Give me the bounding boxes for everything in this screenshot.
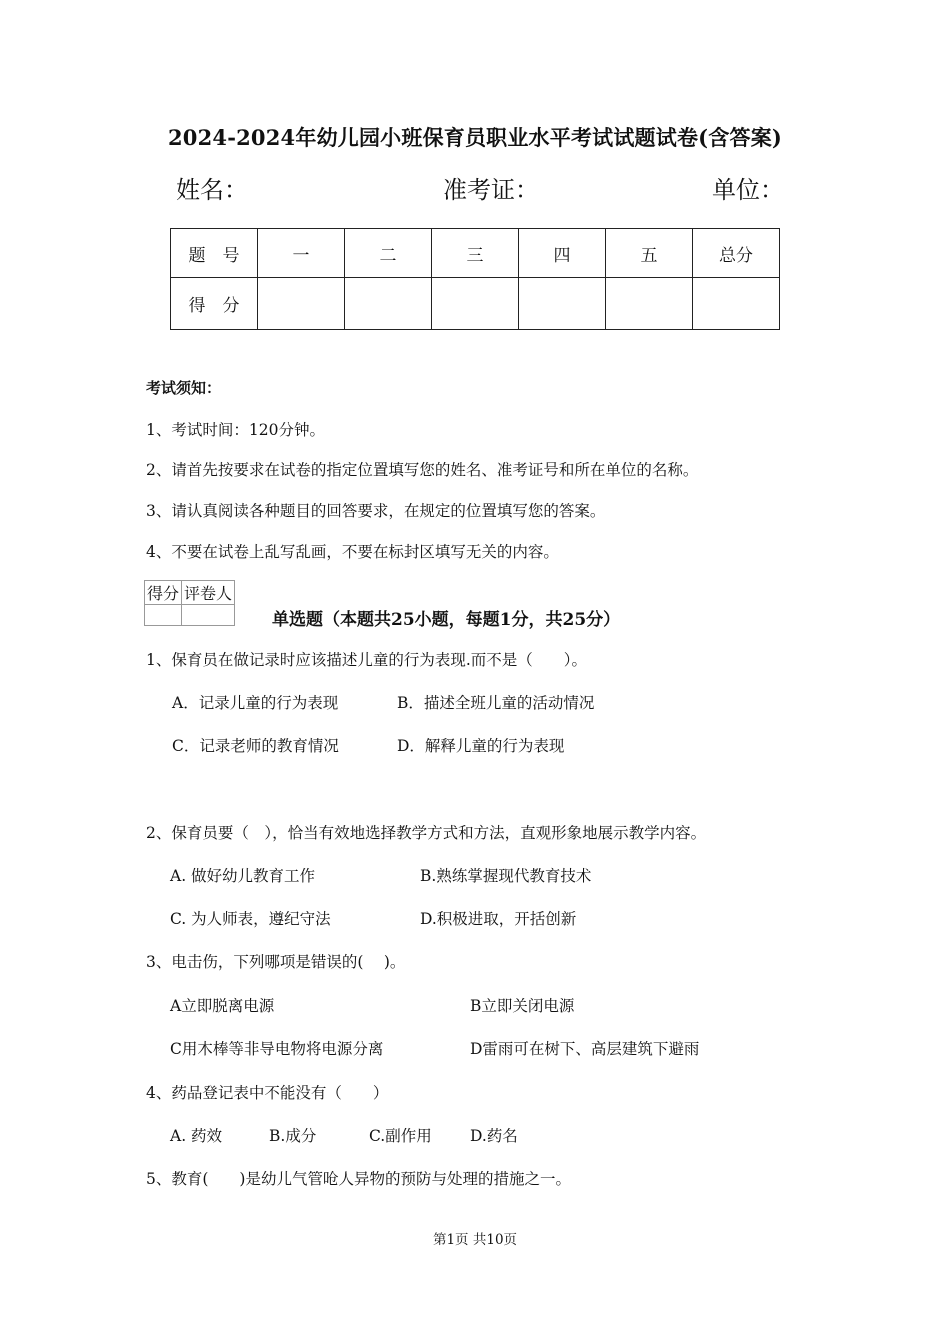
question-option: D雷雨可在树下、高层建筑下避雨	[470, 1040, 700, 1058]
notice-heading: 考试须知：	[146, 379, 222, 397]
score-table-header-cell: 四	[519, 229, 606, 278]
question-option: A. 药效	[170, 1127, 223, 1145]
score-cell	[345, 278, 432, 330]
question-option: D．解释儿童的行为表现	[397, 737, 565, 755]
page-footer: 第1页 共10页	[432, 1232, 518, 1248]
question-option: C．记录老师的教育情况	[172, 737, 339, 755]
question-option: C. 为人师表，遵纪守法	[170, 910, 331, 928]
score-cell	[519, 278, 606, 330]
score-table-header-row	[171, 229, 780, 278]
question-option: A．记录儿童的行为表现	[172, 694, 339, 712]
grader-name-label: 评卷人	[182, 581, 235, 605]
notice-item: 1、考试时间：120分钟。	[146, 421, 325, 439]
question-option: B.成分	[269, 1127, 317, 1145]
section-title: 单选题（本题共25小题，每题1分，共25分）	[272, 610, 621, 630]
question-option: B立即关闭电源	[470, 997, 575, 1015]
question-option: D.药名	[470, 1127, 518, 1145]
score-table-header-cell: 一	[258, 229, 345, 278]
question-option: B．描述全班儿童的活动情况	[397, 694, 595, 712]
grader-box	[144, 580, 235, 626]
question-option: A. 做好幼儿教育工作	[170, 867, 316, 885]
question-option: C.副作用	[369, 1127, 432, 1145]
score-table-header-cell: 题 号	[171, 229, 258, 278]
question-stem: 5、教育( )是幼儿气管呛人异物的预防与处理的措施之一。	[146, 1170, 571, 1188]
grader-name-cell	[182, 605, 235, 626]
notice-item: 2、请首先按要求在试卷的指定位置填写您的姓名、准考证号和所在单位的名称。	[146, 461, 699, 479]
question-option: C用木棒等非导电物将电源分离	[170, 1040, 384, 1058]
question-stem: 4、药品登记表中不能没有（ ）	[146, 1084, 389, 1102]
unit-field-label: 单位：	[712, 176, 784, 204]
score-table-score-row	[171, 278, 780, 330]
question-stem: 1、保育员在做记录时应该描述儿童的行为表现.而不是（ ）。	[146, 651, 588, 669]
question-option: A立即脱离电源	[170, 997, 275, 1015]
grader-score-cell	[145, 605, 182, 626]
question-option: D.积极进取，开括创新	[420, 910, 577, 928]
score-table-row-label: 得 分	[171, 278, 258, 330]
exam-id-field-label: 准考证：	[443, 176, 539, 204]
name-field-label: 姓名：	[176, 176, 248, 204]
score-table-header-cell: 五	[606, 229, 693, 278]
page-title: 2024-2024年幼儿园小班保育员职业水平考试试题试卷(含答案)	[167, 125, 783, 150]
score-cell	[432, 278, 519, 330]
notice-item: 3、请认真阅读各种题目的回答要求，在规定的位置填写您的答案。	[146, 502, 606, 520]
score-table-header-cell: 二	[345, 229, 432, 278]
score-table-header-cell: 三	[432, 229, 519, 278]
question-option: B.熟练掌握现代教育技术	[420, 867, 592, 885]
question-stem: 3、电击伤，下列哪项是错误的( )。	[146, 953, 406, 971]
notice-item: 4、不要在试卷上乱写乱画，不要在标封区填写无关的内容。	[146, 543, 559, 561]
score-cell	[606, 278, 693, 330]
score-cell	[693, 278, 780, 330]
score-table-header-cell: 总分	[693, 229, 780, 278]
grader-score-label: 得分	[145, 581, 182, 605]
score-table	[170, 228, 780, 330]
question-stem: 2、保育员要（ ），恰当有效地选择教学方式和方法，直观形象地展示教学内容。	[146, 824, 707, 842]
score-cell	[258, 278, 345, 330]
